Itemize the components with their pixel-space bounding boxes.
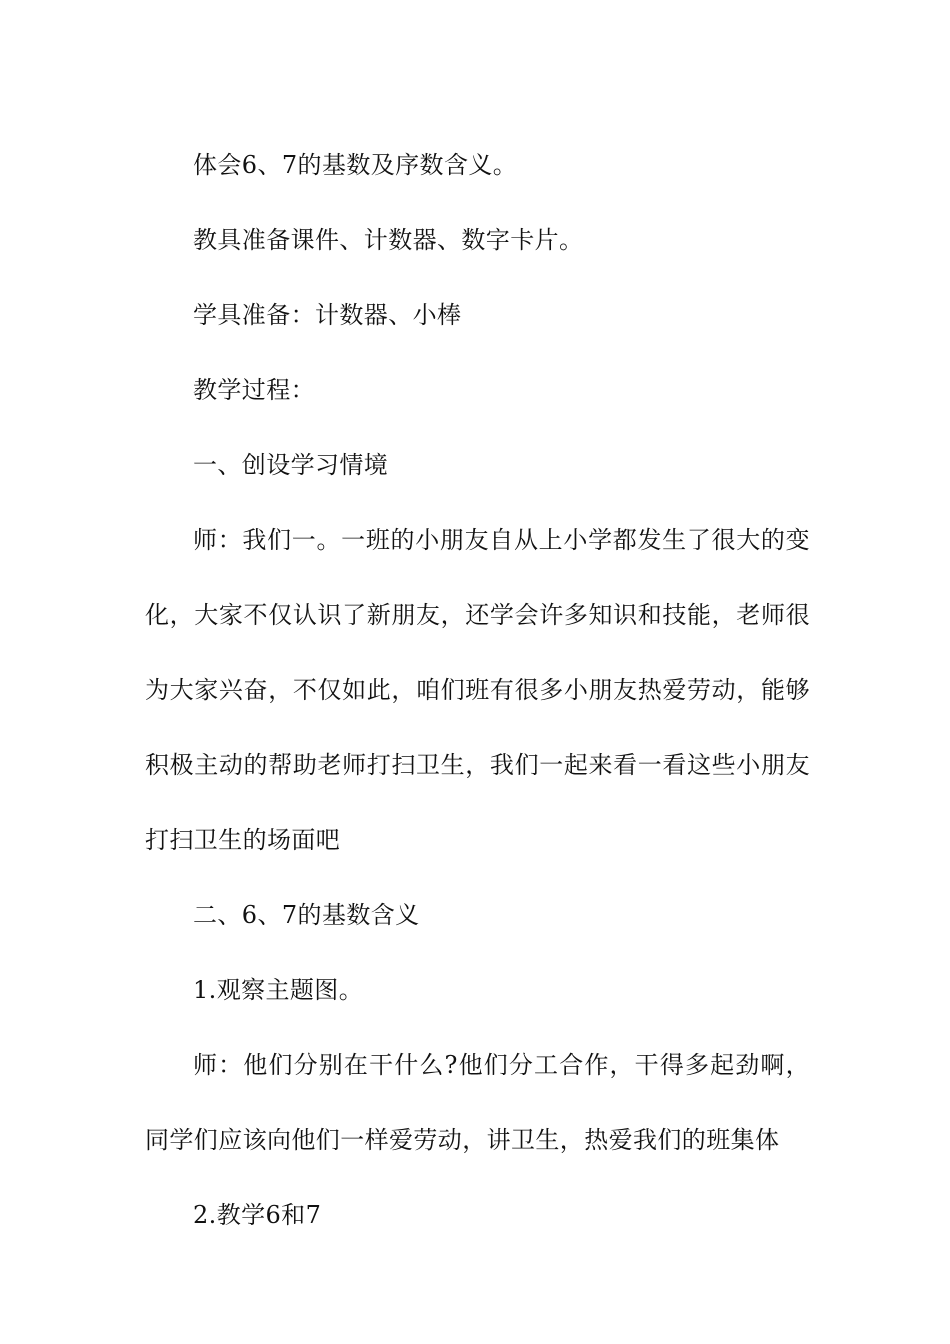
paragraph-2: 教具准备课件、计数器、数字卡片。 [193,226,584,254]
paragraph-1: 体会6、7的基数及序数含义。 [193,151,518,179]
paragraph-4: 教学过程： [193,376,315,404]
paragraph-9: 师：他们分别在干什么?他们分工合作，干得多起劲啊，同学们应该向他们一样爱劳动，讲卫生，热爱我们的班集体 [145,1051,810,1154]
paragraph-8: 1.观察主题图。 [193,976,364,1004]
paragraph-10: 2.教学6和7 [193,1201,322,1229]
paragraph-3: 学具准备：计数器、小棒 [193,301,462,329]
document-body [145,128,810,1253]
paragraph-6: 师：我们一。一班的小朋友自从上小学都发生了很大的变化，大家不仅认识了新朋友，还学会许多知识和技能，老师很为大家兴奋，不仅如此，咱们班有很多小朋友热爱劳动，能够积极主动的帮助老师打扫卫生，我们一起来看一看这些小朋友打扫卫生的场面吧 [145,526,810,854]
section-heading-2: 二、6、7的基数含义 [193,901,420,929]
section-heading-1: 一、创设学习情境 [193,451,389,479]
